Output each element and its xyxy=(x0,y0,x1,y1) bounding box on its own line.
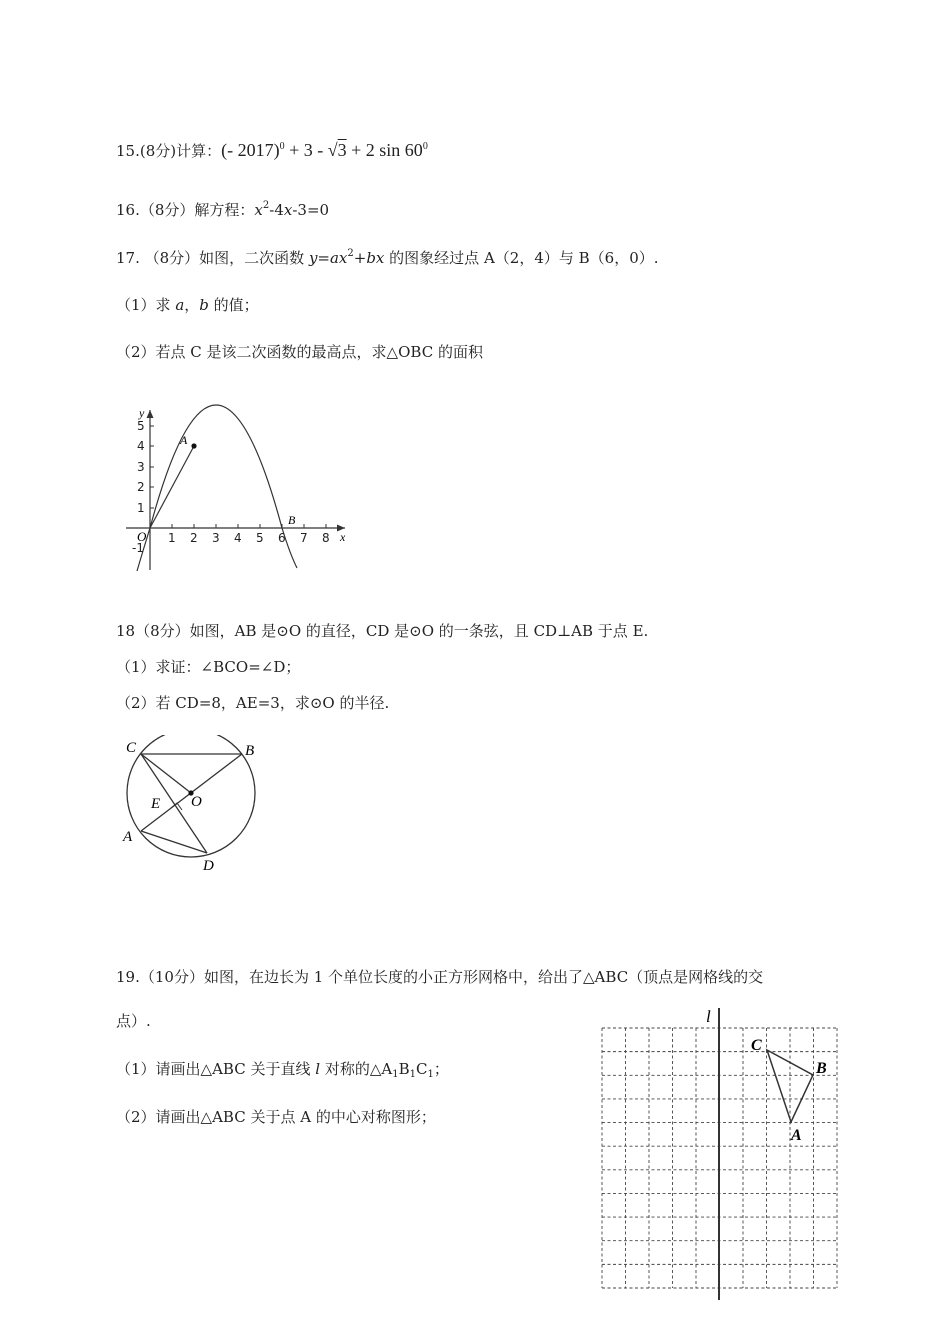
q19-sub2: 1 xyxy=(409,1069,416,1080)
q17-p1-c: 的值； xyxy=(208,296,259,314)
q15-exp0: 0 xyxy=(279,141,285,152)
q15-line xyxy=(116,140,428,161)
q17-part1 xyxy=(116,295,259,315)
q19-line: 19.（10分）如图，在边长为 1 个单位长度的小正方形网格中，给出了△ABC（顶点是网格线的交 xyxy=(116,968,764,986)
q19-sub3: 1 xyxy=(427,1069,434,1080)
label-c: C xyxy=(126,740,137,756)
q16-line xyxy=(116,200,329,220)
label-d: D xyxy=(203,858,214,874)
point-a-dot xyxy=(191,443,196,448)
q16-head: 16.（8分）解方程： xyxy=(116,201,255,219)
q17-func-part1: y=ax xyxy=(308,249,348,267)
y-tick-1: 1 xyxy=(137,501,145,515)
q16-var-x: x xyxy=(254,201,263,219)
q19-grid-figure xyxy=(595,1000,845,1302)
x-tick-4: 4 xyxy=(234,531,242,545)
point-a-label: A xyxy=(180,433,188,447)
q17-p1-b: ， xyxy=(184,296,200,314)
q19-p1-d: C xyxy=(415,1060,428,1078)
q16-square: 2 xyxy=(262,200,270,211)
q16-mid: -4 xyxy=(269,201,284,219)
q15-expression xyxy=(221,140,428,160)
label-o: O xyxy=(191,794,202,810)
q16-var-x2: x xyxy=(283,201,293,219)
x-tick-7: 7 xyxy=(300,531,308,545)
y-tick-5: 5 xyxy=(137,419,145,433)
q19-part1 xyxy=(116,1059,449,1079)
q17-line xyxy=(116,248,659,268)
q17-p1-a: （1）求 xyxy=(116,296,176,314)
x-tick-5: 5 xyxy=(256,531,264,545)
q17-tail: 的图象经过点 A（2，4）与 B（6，0）. xyxy=(384,249,659,267)
q17-var-b: b xyxy=(199,296,209,314)
y-axis-label: y xyxy=(139,406,145,420)
q19-part2: （2）请画出△ABC 关于点 A 的中心对称图形； xyxy=(116,1108,436,1126)
q18-circle-figure xyxy=(118,735,263,875)
label-a: A xyxy=(123,829,133,845)
x-tick-1: 1 xyxy=(168,531,176,545)
segment-ad xyxy=(141,831,207,853)
sqrt-sign: √ xyxy=(327,140,338,160)
q16-tail: -3=0 xyxy=(292,201,330,219)
parabola-curve xyxy=(150,405,282,528)
line-l-label: l xyxy=(706,1007,711,1026)
label-a: A xyxy=(791,1127,802,1144)
q19-sub1: 1 xyxy=(392,1069,399,1080)
x-tick-3: 3 xyxy=(212,531,220,545)
label-c: C xyxy=(751,1037,762,1054)
q17-func-square: 2 xyxy=(347,248,354,259)
y-axis-arrow xyxy=(147,410,154,418)
q18-part1: （1）求证：∠BCO=∠D； xyxy=(116,658,301,676)
x-tick-2: 2 xyxy=(190,531,198,545)
point-b-label: B xyxy=(288,513,296,527)
q17-head: 17. （8分）如图，二次函数 xyxy=(116,249,309,267)
q15-expr-mid2: + 2 sin 60 xyxy=(346,140,423,160)
label-b: B xyxy=(245,743,255,759)
q17-parabola-figure xyxy=(115,400,365,572)
q15-sqrt-radicand: 3 xyxy=(337,140,347,160)
x-tick-8: 8 xyxy=(322,531,330,545)
q19-p1-e: ； xyxy=(433,1060,449,1078)
q19-p1-c: B xyxy=(398,1060,410,1078)
x-axis-label: x xyxy=(340,530,346,544)
q19-line2: 点）. xyxy=(116,1012,151,1030)
segment-co xyxy=(141,754,191,793)
label-e: E xyxy=(151,796,161,812)
y-tick-4: 4 xyxy=(137,439,145,453)
q15-head: 15.(8分)计算： xyxy=(116,142,222,160)
q19-p1-b: 对称的△A xyxy=(320,1060,393,1078)
q17-func-part2: +bx xyxy=(353,249,385,267)
q15-expr-open: (- 2017) xyxy=(221,140,280,160)
label-b: B xyxy=(816,1060,827,1077)
q19-line-l: l xyxy=(315,1060,321,1078)
origin-label: O xyxy=(137,529,147,544)
q19-p1-a: （1）请画出△ABC 关于直线 xyxy=(116,1060,316,1078)
q15-expr-mid1: + 3 - xyxy=(284,140,328,160)
q17-part2: （2）若点 C 是该二次函数的最高点，求△OBC 的面积 xyxy=(116,343,483,361)
q17-var-a: a xyxy=(175,296,185,314)
q15-exp1: 0 xyxy=(422,141,428,152)
y-tick-2: 2 xyxy=(137,480,145,494)
x-tick-6: 6 xyxy=(278,531,286,545)
q18-part2: （2）若 CD=8，AE=3，求⊙O 的半径. xyxy=(116,694,390,712)
y-tick-marks xyxy=(150,426,154,508)
y-tick-neg1: -1 xyxy=(132,541,144,555)
y-tick-3: 3 xyxy=(137,460,145,474)
q18-line: 18（8分）如图，AB 是⊙O 的直径，CD 是⊙O 的一条弦，且 CD⊥AB 于点 E. xyxy=(116,622,649,640)
